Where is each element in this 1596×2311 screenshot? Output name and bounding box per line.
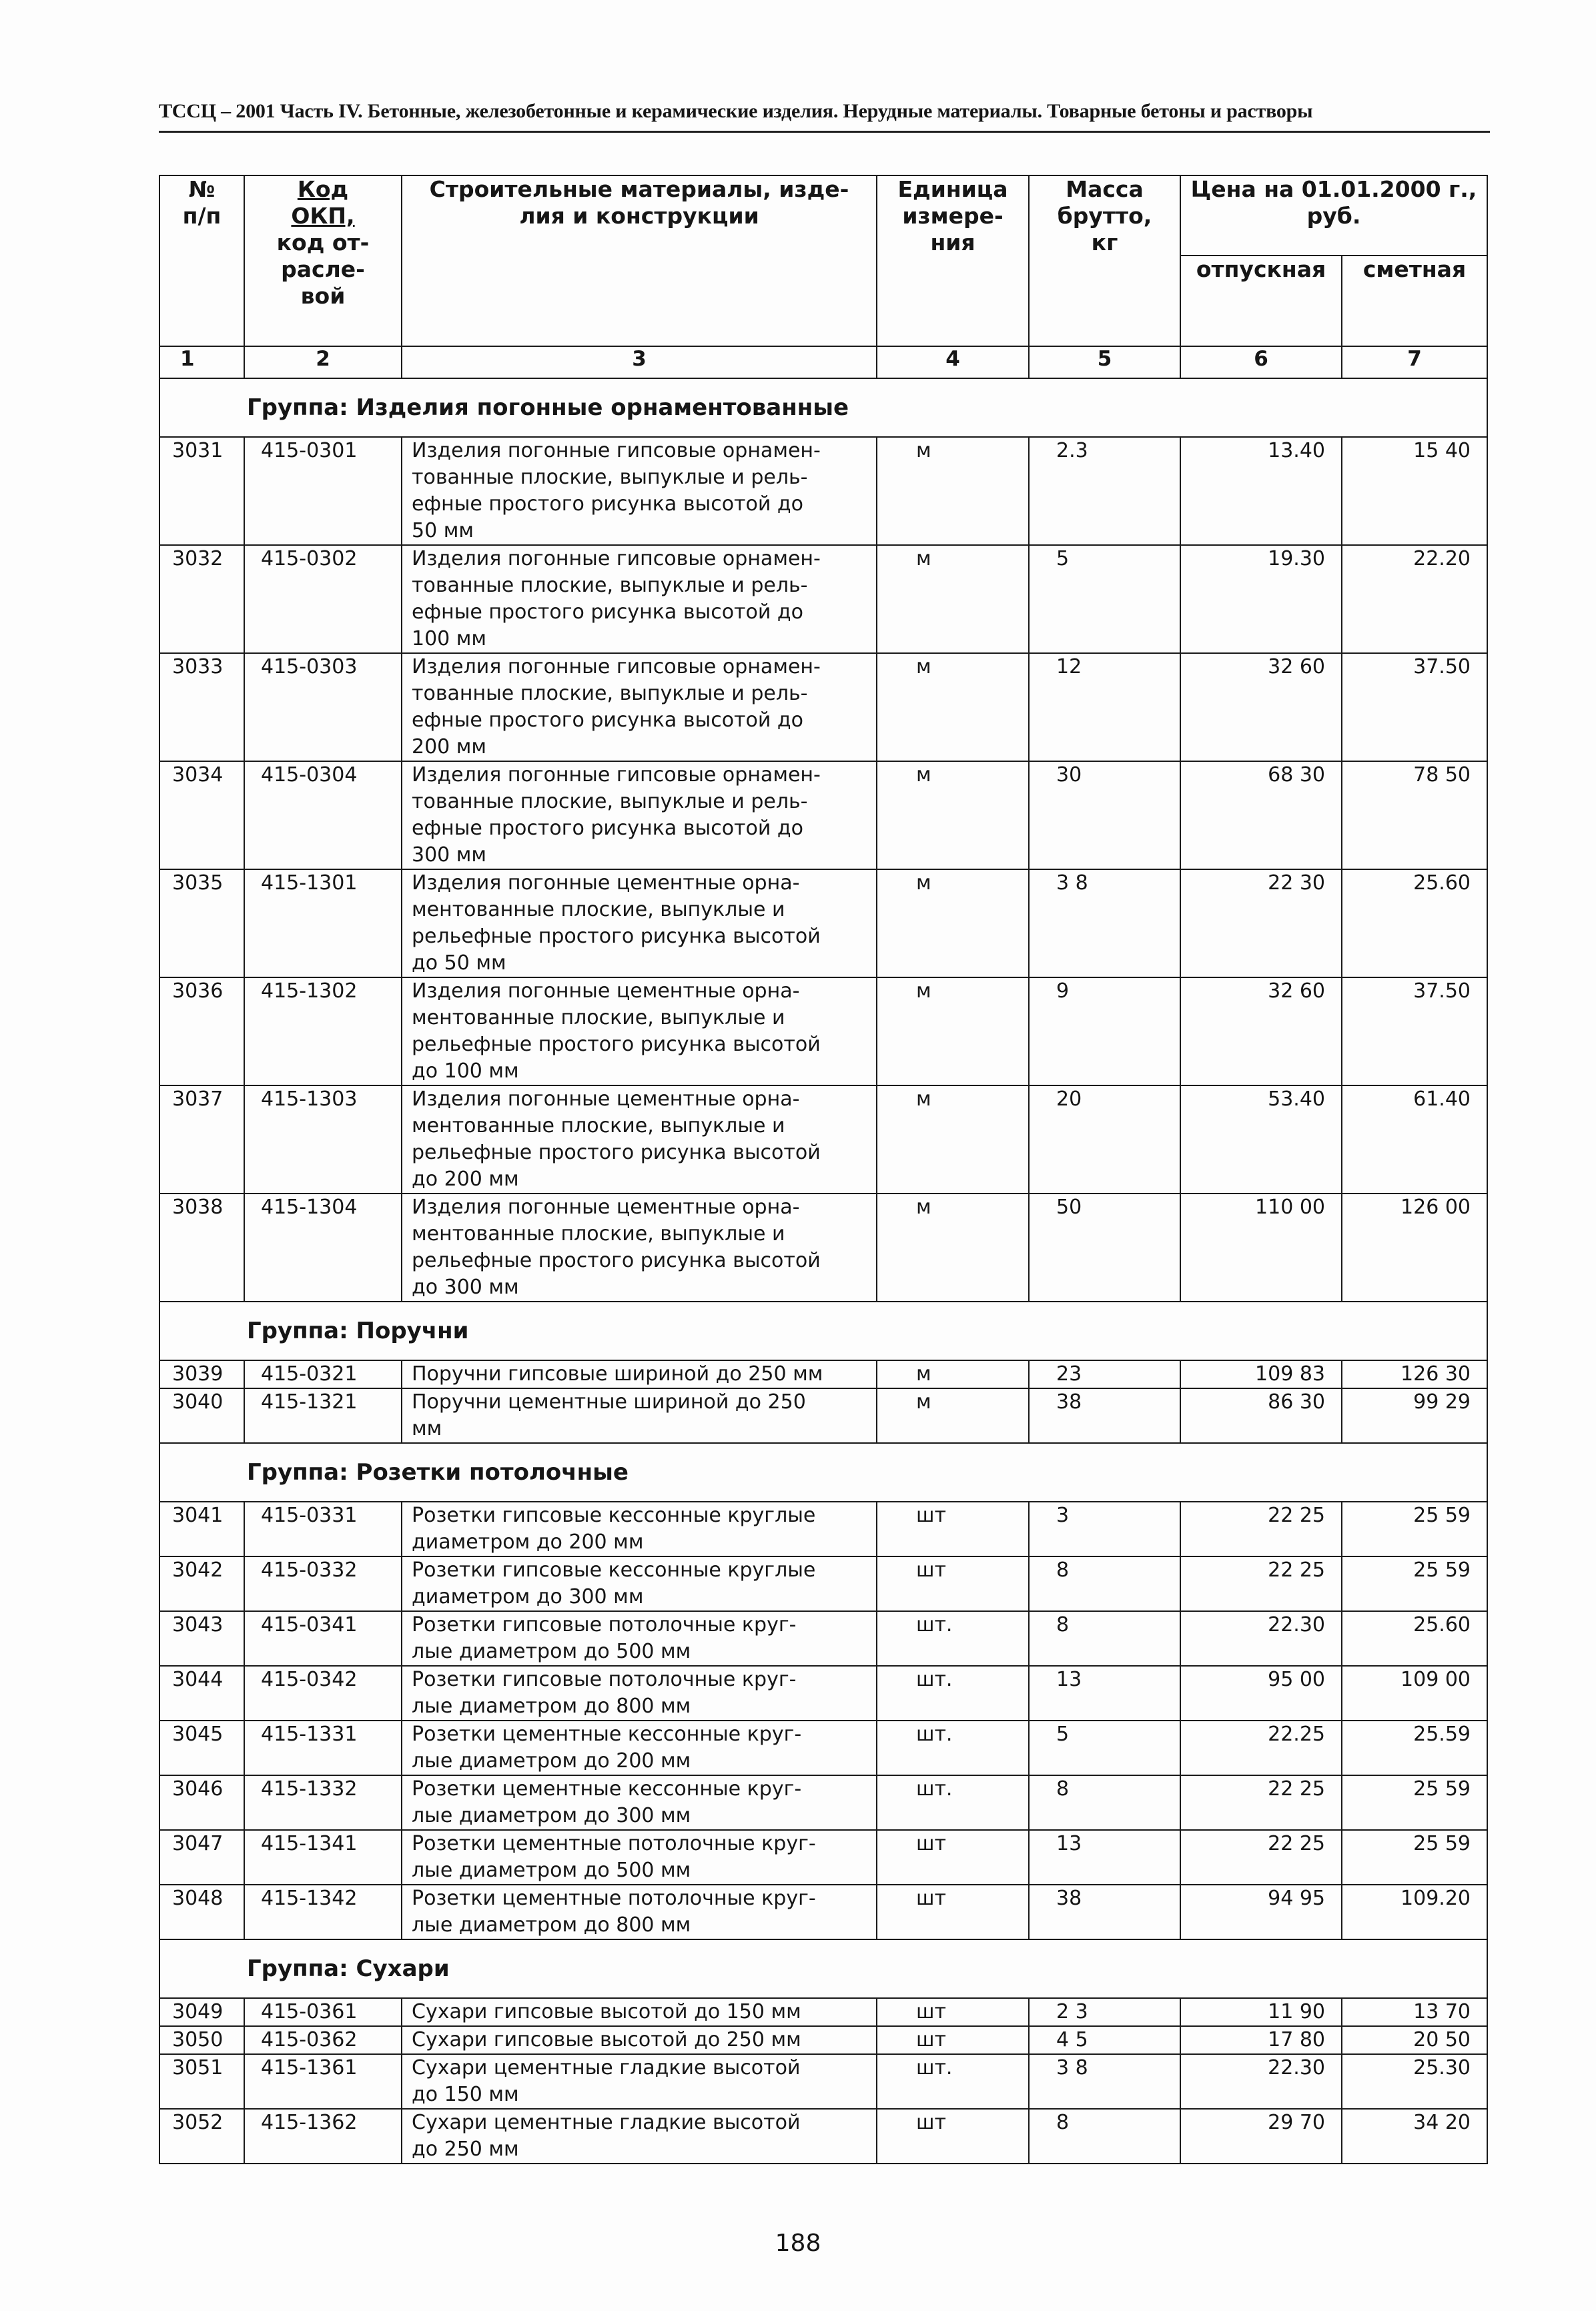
table-row xyxy=(159,1611,1487,1666)
row-number: 3037 xyxy=(159,1085,244,1194)
header-price-line1: Цена на 01.01.2000 г., xyxy=(1190,176,1477,202)
description-line: Изделия погонные гипсовые орнамен- xyxy=(412,547,821,570)
description-line: 200 мм xyxy=(412,735,487,759)
okp-code: 415-1304 xyxy=(244,1194,402,1302)
row-number: 3031 xyxy=(159,437,244,545)
group-row xyxy=(159,1443,1487,1502)
estimate-price: 22.20 xyxy=(1342,545,1487,653)
estimate-price: 126 00 xyxy=(1342,1194,1487,1302)
row-number: 3034 xyxy=(159,761,244,869)
okp-code: 415-1321 xyxy=(244,1388,402,1443)
table-row xyxy=(159,2054,1487,2109)
row-number: 3044 xyxy=(159,1666,244,1721)
table-row xyxy=(159,1502,1487,1556)
material-description xyxy=(402,869,877,977)
column-number: 6 xyxy=(1180,346,1342,378)
release-price: 22 25 xyxy=(1180,1830,1342,1885)
estimate-price: 20 50 xyxy=(1342,2026,1487,2054)
release-price: 29 70 xyxy=(1180,2109,1342,2164)
row-number: 3048 xyxy=(159,1885,244,1939)
row-number: 3049 xyxy=(159,1998,244,2026)
description-line: Изделия погонные гипсовые орнамен- xyxy=(412,763,821,787)
gross-mass: 3 8 xyxy=(1029,869,1180,977)
material-description xyxy=(402,2054,877,2109)
okp-code: 415-1361 xyxy=(244,2054,402,2109)
release-price: 22.30 xyxy=(1180,1611,1342,1666)
release-price: 32 60 xyxy=(1180,977,1342,1085)
description-line: тованные плоские, выпуклые и рель- xyxy=(412,466,808,489)
description-line: ефные простого рисунка высотой до xyxy=(412,817,804,840)
gross-mass: 5 xyxy=(1029,545,1180,653)
release-price: 53.40 xyxy=(1180,1085,1342,1194)
row-number: 3043 xyxy=(159,1611,244,1666)
material-description xyxy=(402,1830,877,1885)
okp-code: 415-0362 xyxy=(244,2026,402,2054)
release-price: 32 60 xyxy=(1180,653,1342,761)
okp-code: 415-0321 xyxy=(244,1360,402,1388)
table-row xyxy=(159,1194,1487,1302)
release-price: 68 30 xyxy=(1180,761,1342,869)
release-price: 22 25 xyxy=(1180,1556,1342,1611)
column-number: 7 xyxy=(1342,346,1487,378)
material-description xyxy=(402,2026,877,2054)
table-row xyxy=(159,1998,1487,2026)
row-number: 3035 xyxy=(159,869,244,977)
description-line: Розетки гипсовые потолочные круг- xyxy=(412,1613,797,1637)
description-line: лые диаметром до 500 мм xyxy=(412,1859,691,1882)
description-line: тованные плоские, выпуклые и рель- xyxy=(412,790,808,813)
gross-mass: 12 xyxy=(1029,653,1180,761)
description-line: Изделия погонные цементные орна- xyxy=(412,871,800,895)
description-line: 100 мм xyxy=(412,627,487,650)
description-line: рельефные простого рисунка высотой xyxy=(412,1033,821,1056)
row-number: 3052 xyxy=(159,2109,244,2164)
header-release-price: отпускная xyxy=(1180,256,1342,346)
estimate-price: 37.50 xyxy=(1342,653,1487,761)
table-row xyxy=(159,1388,1487,1443)
gross-mass: 23 xyxy=(1029,1360,1180,1388)
unit-of-measure: м xyxy=(877,1388,1029,1443)
release-price: 86 30 xyxy=(1180,1388,1342,1443)
unit-of-measure: шт. xyxy=(877,2054,1029,2109)
okp-code: 415-0303 xyxy=(244,653,402,761)
description-line: до 150 мм xyxy=(412,2083,519,2106)
table-row xyxy=(159,1885,1487,1939)
description-line: до 200 мм xyxy=(412,1168,519,1191)
estimate-price: 25 59 xyxy=(1342,1830,1487,1885)
estimate-price: 25.30 xyxy=(1342,2054,1487,2109)
description-line: рельефные простого рисунка высотой xyxy=(412,1141,821,1164)
release-price: 17 80 xyxy=(1180,2026,1342,2054)
header-price-group xyxy=(1180,175,1487,256)
unit-of-measure: м xyxy=(877,653,1029,761)
group-title: Группа: Изделия погонные орнаментованные xyxy=(159,378,1487,437)
header-material-line2: лия и конструкции xyxy=(519,203,759,229)
estimate-price: 109 00 xyxy=(1342,1666,1487,1721)
header-price-line2: руб. xyxy=(1306,203,1361,229)
description-line: до 250 мм xyxy=(412,2138,519,2161)
header-no-line2: п/п xyxy=(182,203,222,229)
okp-code: 415-1341 xyxy=(244,1830,402,1885)
header-code-line3: код от- xyxy=(276,229,370,256)
material-description xyxy=(402,2109,877,2164)
page-number: 188 xyxy=(775,2230,821,2257)
header-no xyxy=(159,175,244,346)
unit-of-measure: м xyxy=(877,437,1029,545)
description-line: Розетки гипсовые кессонные круглые xyxy=(412,1504,816,1527)
unit-of-measure: м xyxy=(877,761,1029,869)
unit-of-measure: шт. xyxy=(877,1611,1029,1666)
table-row xyxy=(159,1775,1487,1830)
gross-mass: 2.3 xyxy=(1029,437,1180,545)
header-code-line4: расле- xyxy=(281,256,365,282)
table-row xyxy=(159,545,1487,653)
table-row xyxy=(159,1721,1487,1775)
unit-of-measure: шт. xyxy=(877,1775,1029,1830)
unit-of-measure: м xyxy=(877,1085,1029,1194)
table-row xyxy=(159,1085,1487,1194)
estimate-price: 15 40 xyxy=(1342,437,1487,545)
row-number: 3047 xyxy=(159,1830,244,1885)
material-description xyxy=(402,1885,877,1939)
description-line: до 300 мм xyxy=(412,1276,519,1299)
running-head: ТССЦ – 2001 Часть IV. Бетонные, железобетонные и керамические изделия. Нерудные материалы. Товарные бетоны и растворы xyxy=(159,100,1313,122)
header-unit-line2: измере- xyxy=(902,203,1004,229)
estimate-price: 13 70 xyxy=(1342,1998,1487,2026)
gross-mass: 8 xyxy=(1029,1556,1180,1611)
description-line: ефные простого рисунка высотой до xyxy=(412,492,804,516)
okp-code: 415-0332 xyxy=(244,1556,402,1611)
estimate-price: 25.60 xyxy=(1342,1611,1487,1666)
description-line: Изделия погонные гипсовые орнамен- xyxy=(412,439,821,462)
release-price: 22 25 xyxy=(1180,1502,1342,1556)
description-line: Сухари гипсовые высотой до 250 мм xyxy=(412,2028,801,2051)
gross-mass: 8 xyxy=(1029,2109,1180,2164)
description-line: Изделия погонные гипсовые орнамен- xyxy=(412,655,821,678)
table-row xyxy=(159,977,1487,1085)
header-no-line1: № xyxy=(188,176,216,202)
row-number: 3045 xyxy=(159,1721,244,1775)
description-line: 50 мм xyxy=(412,519,474,542)
price-table xyxy=(159,175,1488,2164)
header-code-line1: Код xyxy=(297,176,349,202)
table-row xyxy=(159,1666,1487,1721)
table-row xyxy=(159,1360,1487,1388)
unit-of-measure: шт xyxy=(877,1885,1029,1939)
release-price: 11 90 xyxy=(1180,1998,1342,2026)
running-head-rule xyxy=(159,131,1490,133)
okp-code: 415-1331 xyxy=(244,1721,402,1775)
estimate-price: 126 30 xyxy=(1342,1360,1487,1388)
material-description xyxy=(402,1085,877,1194)
estimate-price: 34 20 xyxy=(1342,2109,1487,2164)
description-line: Розетки гипсовые потолочные круг- xyxy=(412,1668,797,1691)
description-line: Розетки цементные потолочные круг- xyxy=(412,1887,816,1910)
description-line: Поручни цементные шириной до 250 xyxy=(412,1390,806,1414)
description-line: Сухари гипсовые высотой до 150 мм xyxy=(412,2000,801,2023)
header-estimate-price: сметная xyxy=(1342,256,1487,346)
gross-mass: 4 5 xyxy=(1029,2026,1180,2054)
description-line: до 50 мм xyxy=(412,951,506,975)
okp-code: 415-0302 xyxy=(244,545,402,653)
description-line: ефные простого рисунка высотой до xyxy=(412,600,804,624)
column-number-row xyxy=(159,346,1487,378)
gross-mass: 8 xyxy=(1029,1611,1180,1666)
unit-of-measure: шт xyxy=(877,1998,1029,2026)
okp-code: 415-1362 xyxy=(244,2109,402,2164)
estimate-price: 25.59 xyxy=(1342,1721,1487,1775)
table-row xyxy=(159,761,1487,869)
material-description xyxy=(402,1721,877,1775)
unit-of-measure: шт xyxy=(877,2109,1029,2164)
table-row xyxy=(159,2109,1487,2164)
table-header-row xyxy=(159,175,1487,256)
table-row xyxy=(159,437,1487,545)
okp-code: 415-0301 xyxy=(244,437,402,545)
group-row xyxy=(159,1302,1487,1360)
table-row xyxy=(159,1556,1487,1611)
description-line: тованные плоские, выпуклые и рель- xyxy=(412,574,808,597)
header-code-line5: вой xyxy=(300,283,346,309)
description-line: рельефные простого рисунка высотой xyxy=(412,1249,821,1272)
description-line: лые диаметром до 800 мм xyxy=(412,1913,691,1937)
release-price: 22.30 xyxy=(1180,2054,1342,2109)
header-code xyxy=(244,175,402,346)
row-number: 3038 xyxy=(159,1194,244,1302)
unit-of-measure: м xyxy=(877,977,1029,1085)
gross-mass: 8 xyxy=(1029,1775,1180,1830)
gross-mass: 50 xyxy=(1029,1194,1180,1302)
release-price: 95 00 xyxy=(1180,1666,1342,1721)
material-description xyxy=(402,1998,877,2026)
material-description xyxy=(402,1556,877,1611)
description-line: ментованные плоские, выпуклые и xyxy=(412,1114,785,1137)
material-description xyxy=(402,1611,877,1666)
row-number: 3041 xyxy=(159,1502,244,1556)
header-material xyxy=(402,175,877,346)
estimate-price: 78 50 xyxy=(1342,761,1487,869)
unit-of-measure: м xyxy=(877,1360,1029,1388)
okp-code: 415-0361 xyxy=(244,1998,402,2026)
row-number: 3042 xyxy=(159,1556,244,1611)
description-line: мм xyxy=(412,1417,442,1440)
description-line: 300 мм xyxy=(412,843,487,867)
table-row xyxy=(159,2026,1487,2054)
estimate-price: 37.50 xyxy=(1342,977,1487,1085)
description-line: ментованные плоские, выпуклые и xyxy=(412,1222,785,1246)
unit-of-measure: шт xyxy=(877,1830,1029,1885)
header-unit-line3: ния xyxy=(930,229,975,256)
release-price: 94 95 xyxy=(1180,1885,1342,1939)
release-price: 110 00 xyxy=(1180,1194,1342,1302)
unit-of-measure: м xyxy=(877,545,1029,653)
material-description xyxy=(402,437,877,545)
group-row xyxy=(159,378,1487,437)
row-number: 3051 xyxy=(159,2054,244,2109)
gross-mass: 38 xyxy=(1029,1388,1180,1443)
estimate-price: 25.60 xyxy=(1342,869,1487,977)
gross-mass: 9 xyxy=(1029,977,1180,1085)
release-price: 13.40 xyxy=(1180,437,1342,545)
material-description xyxy=(402,1666,877,1721)
header-mass-line2: брутто, xyxy=(1057,203,1152,229)
row-number: 3039 xyxy=(159,1360,244,1388)
description-line: диаметром до 200 мм xyxy=(412,1530,644,1554)
description-line: Поручни гипсовые шириной до 250 мм xyxy=(412,1362,823,1386)
description-line: Сухари цементные гладкие высотой xyxy=(412,2111,801,2134)
description-line: рельефные простого рисунка высотой xyxy=(412,925,821,948)
header-unit-line1: Единица xyxy=(897,176,1008,202)
description-line: ментованные плоские, выпуклые и xyxy=(412,1006,785,1029)
description-line: до 100 мм xyxy=(412,1059,519,1083)
description-line: лые диаметром до 500 мм xyxy=(412,1640,691,1663)
description-line: Изделия погонные цементные орна- xyxy=(412,1196,800,1219)
okp-code: 415-1301 xyxy=(244,869,402,977)
row-number: 3046 xyxy=(159,1775,244,1830)
material-description xyxy=(402,977,877,1085)
group-title: Группа: Розетки потолочные xyxy=(159,1443,1487,1502)
gross-mass: 3 xyxy=(1029,1502,1180,1556)
description-line: Розетки гипсовые кессонные круглые xyxy=(412,1558,816,1582)
okp-code: 415-0341 xyxy=(244,1611,402,1666)
table-row xyxy=(159,653,1487,761)
material-description xyxy=(402,545,877,653)
material-description xyxy=(402,761,877,869)
okp-code: 415-1302 xyxy=(244,977,402,1085)
header-mass-line1: Масса xyxy=(1066,176,1144,202)
unit-of-measure: шт. xyxy=(877,1666,1029,1721)
column-number: 4 xyxy=(877,346,1029,378)
unit-of-measure: шт xyxy=(877,1502,1029,1556)
table-row xyxy=(159,869,1487,977)
material-description xyxy=(402,1360,877,1388)
group-title: Группа: Поручни xyxy=(159,1302,1487,1360)
gross-mass: 5 xyxy=(1029,1721,1180,1775)
description-line: лые диаметром до 200 мм xyxy=(412,1749,691,1773)
unit-of-measure: шт xyxy=(877,1556,1029,1611)
unit-of-measure: шт. xyxy=(877,1721,1029,1775)
estimate-price: 25 59 xyxy=(1342,1775,1487,1830)
description-line: Розетки цементные потолочные круг- xyxy=(412,1832,816,1855)
okp-code: 415-0342 xyxy=(244,1666,402,1721)
group-row xyxy=(159,1939,1487,1998)
release-price: 109 83 xyxy=(1180,1360,1342,1388)
estimate-price: 61.40 xyxy=(1342,1085,1487,1194)
header-material-line1: Строительные материалы, изде- xyxy=(429,176,849,202)
column-number: 1 xyxy=(159,346,244,378)
material-description xyxy=(402,1502,877,1556)
gross-mass: 30 xyxy=(1029,761,1180,869)
release-price: 22 30 xyxy=(1180,869,1342,977)
unit-of-measure: м xyxy=(877,869,1029,977)
material-description xyxy=(402,1775,877,1830)
row-number: 3032 xyxy=(159,545,244,653)
gross-mass: 3 8 xyxy=(1029,2054,1180,2109)
header-mass xyxy=(1029,175,1180,346)
description-line: ефные простого рисунка высотой до xyxy=(412,709,804,732)
estimate-price: 25 59 xyxy=(1342,1556,1487,1611)
gross-mass: 20 xyxy=(1029,1085,1180,1194)
header-mass-line3: кг xyxy=(1091,229,1118,256)
row-number: 3040 xyxy=(159,1388,244,1443)
okp-code: 415-1342 xyxy=(244,1885,402,1939)
release-price: 22.25 xyxy=(1180,1721,1342,1775)
group-title: Группа: Сухари xyxy=(159,1939,1487,1998)
column-number: 5 xyxy=(1029,346,1180,378)
material-description xyxy=(402,1388,877,1443)
gross-mass: 38 xyxy=(1029,1885,1180,1939)
gross-mass: 2 3 xyxy=(1029,1998,1180,2026)
description-line: Изделия погонные цементные орна- xyxy=(412,1087,800,1111)
description-line: лые диаметром до 800 мм xyxy=(412,1695,691,1718)
description-line: Розетки цементные кессонные круг- xyxy=(412,1777,802,1801)
okp-code: 415-0304 xyxy=(244,761,402,869)
header-code-line2: ОКП, xyxy=(291,203,355,229)
material-description xyxy=(402,1194,877,1302)
column-number: 3 xyxy=(402,346,877,378)
row-number: 3050 xyxy=(159,2026,244,2054)
column-number: 2 xyxy=(244,346,402,378)
description-line: Сухари цементные гладкие высотой xyxy=(412,2056,801,2079)
material-description xyxy=(402,653,877,761)
description-line: Изделия погонные цементные орна- xyxy=(412,979,800,1003)
gross-mass: 13 xyxy=(1029,1830,1180,1885)
release-price: 22 25 xyxy=(1180,1775,1342,1830)
okp-code: 415-1332 xyxy=(244,1775,402,1830)
gross-mass: 13 xyxy=(1029,1666,1180,1721)
header-unit xyxy=(877,175,1029,346)
okp-code: 415-0331 xyxy=(244,1502,402,1556)
release-price: 19.30 xyxy=(1180,545,1342,653)
unit-of-measure: м xyxy=(877,1194,1029,1302)
table-row xyxy=(159,1830,1487,1885)
okp-code: 415-1303 xyxy=(244,1085,402,1194)
row-number: 3033 xyxy=(159,653,244,761)
row-number: 3036 xyxy=(159,977,244,1085)
estimate-price: 99 29 xyxy=(1342,1388,1487,1443)
description-line: диаметром до 300 мм xyxy=(412,1585,644,1608)
description-line: Розетки цементные кессонные круг- xyxy=(412,1723,802,1746)
description-line: ментованные плоские, выпуклые и xyxy=(412,898,785,921)
estimate-price: 109.20 xyxy=(1342,1885,1487,1939)
description-line: тованные плоские, выпуклые и рель- xyxy=(412,682,808,705)
unit-of-measure: шт xyxy=(877,2026,1029,2054)
estimate-price: 25 59 xyxy=(1342,1502,1487,1556)
description-line: лые диаметром до 300 мм xyxy=(412,1804,691,1827)
